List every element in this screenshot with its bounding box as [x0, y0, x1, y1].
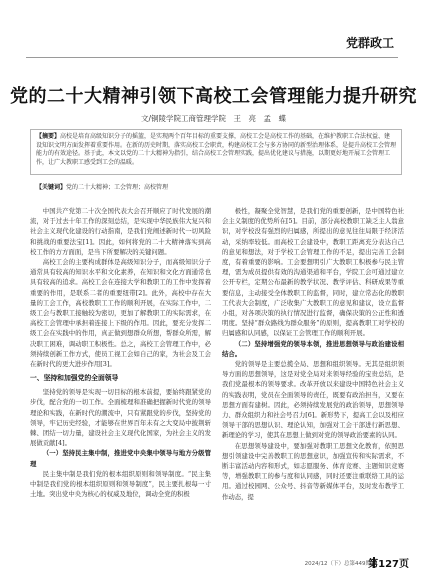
abstract-text: 高校是培育高级知识分子的摇篮，是实现两个百年目标的重要支撑，高校工会是高校工作的基础，在维护教职工合法权益、建设知识文明方面发挥着重要作用。在新的历史时期，落实高校工会职责，构建高校工会与多方协同的新型治理体系，是提升高校工会管理能力的有效途径。基于此，本文以党的二十大精神为指引，结合高校工会管理实践，提出优化建议与措施，以期更好地开展工会管理工作，让广大教职工感受到工会的温暖。: [36, 133, 397, 166]
header-divider: [26, 57, 398, 58]
issue-info: 2024/12（下）总第449期: [304, 561, 371, 567]
left-column: [30, 206, 211, 541]
page-number: 第127页: [368, 559, 409, 570]
subsection-heading: （二）坚持增强党的领导本领，推进思想领导与政治建设相结合。: [222, 339, 404, 358]
keywords-line: [36, 182, 402, 191]
keywords-label: 【关键词】: [36, 184, 67, 191]
right-column: [222, 206, 404, 541]
section-tag: 党群政工: [345, 35, 394, 50]
body-paragraph: 党的领导是主要总揽全局、思想和组织领导。无其是组织领导方面的思想领导，这是对党全局对来领导经验的宝贵总结，是我们党最根本的领导要求。改革开放以来建设中国特色社会主义的实践表明，党员在全面领导的责任，既要有政治担当，又要在思想方面有建树。因此，必须持续发展党的政治领导，思想领导力、群众组织力和社会号召力[6]。新形势下，提高工会以及相应领导干部的思想认识、理论认知，加强对工会干部进行新思想、新理论的学习，使其在思想上做到对党的领导政治要素的认同。: [222, 360, 404, 440]
body-paragraph: 民主集中制是我们党的根本组织原则和领导制度。“民主集中制是我们党的根本组织原则和领导制度”，民主要扎根每一寸土地。突出党中央为核心的权威及地位，调动全党的积极: [30, 469, 211, 499]
body-paragraph: 坚持党的领导是实现一切目标的根本前提，要始终跟紧党的步伐，配合党的一切工作。全面梳理和准确把握新时代党的领导理论和实践，在新时代的潮流中，只有紧跟党的步伐，坚持党的领导，牢记历史经验，才能够在世界百年未有之大变局中披荆斩棘、团结一切力量，建设社会主义现代化国家，为社会主义的发展做贡献[4]。: [30, 388, 211, 448]
body-paragraph: 中国共产党第二十次全国代表大会召开顺应了时代发展的潮流，对于过去十年工作的深刻总结，是实现中华民族伟大复兴和社会主义现代化建设的行动指南，是我们党阐述新时代一切风险和挑战的重要法宝[1]。因此，如何将党的二十大精神落实到高校工作的方方面面，是当下所要解决的关键问题。: [30, 207, 211, 256]
keywords-text: 党的二十大精神；工会管理；高校管理: [66, 184, 169, 191]
section-heading: 一、坚持和加强党的全面领导: [30, 374, 119, 383]
article-title: 党的二十大精神引领下高校工会管理能力提升研究: [10, 86, 417, 107]
abstract-box: [30, 129, 402, 175]
abstract-label: 【摘要】: [36, 133, 61, 140]
article-authors: 文/铜陵学院工商管理学院 王 亮 孟 蝶: [140, 114, 287, 123]
body-paragraph: 在思想领导建设中，要加强对教职工思想文化教育，依照思想引领建设中完善教职工的思想意识，加强宣传和实际需求，不断丰富活动内容和形式，如志愿服务、体育竞赛、主题知识竞赛等，增强教职工的参与度和认同感，同时还要注重联络工具的运用。通过校园网、公众号、抖音等新媒体平台，及时发布教学工作动态，提: [222, 441, 404, 501]
body-paragraph: 高校工会的主要构成群体是高级知识分子，而高级知识分子通常具有较高的知识水平和文化素养，在知识和文化方面通常也具有较高的追求。高校工会在连接大学和教职工的工作中发挥着重要的作用，是联系二者的重要纽带[2]。此外，高校中存在大量的工会工作，高校教职工工作的顺利开展，在实际工作中，二级工会与教职工接触较为密切，更加了解教职工的实际需求，在高校工会管理中承担着连接上下级的作用。因此，要充分发挥二级工会在实践中的作用，真正做到想群众所想，帮群众所需，解决职工困难，调动职工积极性。总之，高校工会管理工作中，必须持续创新工作方式，使员工视工会如自己的家，为社会及工会在新时代的更大进步作用[3]。: [30, 258, 211, 369]
subsection-heading: （一）坚持民主集中制，推进党中央集中领导与地方分级管理: [30, 449, 211, 468]
body-paragraph: 极性，凝聚全党智慧，是我们党的重要创新，是中国特色社会主义制度的优势所在[5]。目前，部分高校教职工缺乏主人翁意识，对学校没有强烈的归属感，所提出的意见往往局限于经济活动，采纳率较低。而高校工会建设中，教职工距离充分表达自己的意见和想法，对于学校工会管理工作的不足，提出完善工会制度，有着重要的影响。工会要想明引广大教职工积极参与民主管理，需为成员提供有效的沟通渠道和平台，学院工会可通过建立公开专栏，定期公布最新的教学状况、教学评估、科研成果等重要信息，主动接受全体教职工的监督，同时，建立常态化的教职工代表大会制度，广泛收集广大教职工的意见和建议，设立监督小组，对各项决策的执行情况进行监督，确保决策的公正性和透明度。坚持“群众路线为群众服务”的原则，提高教职工对学校的归属感和认同感，以保证工会管理工作的顺利开展。: [222, 207, 404, 338]
page-footer: [0, 555, 427, 571]
